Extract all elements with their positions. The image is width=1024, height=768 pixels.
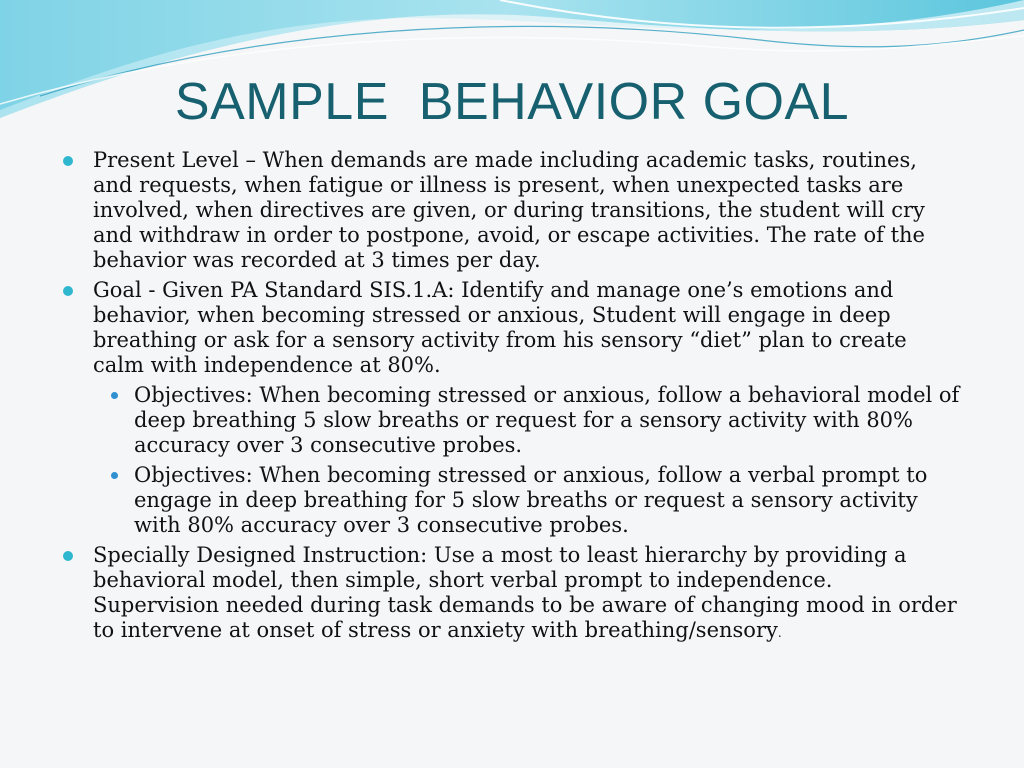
present-level-text: Present Level – When demands are made including academic tasks, routines, and requests, when fatigue or illness is present, when unexpected tasks are involved, when directives are given, or during transitions, the student will cry and withdraw in order to postpone, avoid, or escape activities. The rate of the behavior was recorded at 3 times per day. <box>93 148 925 272</box>
slide-body <box>60 148 960 651</box>
goal-text: Goal - Given PA Standard SIS.1.A: Identify and manage one’s emotions and behavior, when becoming stressed or anxious, Student will engage in deep breathing or ask for a sensory activity from his sensory “diet” plan to create calm with independence at 80%. <box>93 278 907 377</box>
bullet-present-level <box>60 148 960 273</box>
sub-bullet-dot-icon <box>111 472 118 479</box>
bullet-dot-icon <box>63 551 73 561</box>
sub-bullet-objective-1 <box>60 383 960 458</box>
sub-bullet-dot-icon <box>111 392 118 399</box>
bullet-dot-icon <box>63 156 73 166</box>
sub-bullet-objective-2 <box>60 463 960 538</box>
sdi-text: Specially Designed Instruction: Use a most to least hierarchy by providing a behavioral model, then simple, short verbal prompt to independence. Supervision needed during task demands to be aware of changing mood in order to intervene at onset of stress or anxiety with breathing/sensory <box>93 543 957 642</box>
bullet-sdi <box>60 543 960 646</box>
sdi-period: . <box>777 626 782 640</box>
bullet-dot-icon <box>63 286 73 296</box>
objective-1-text: Objectives: When becoming stressed or anxious, follow a behavioral model of deep breathing 5 slow breaths or request for a sensory activity with 80% accuracy over 3 consecutive probes. <box>134 383 960 457</box>
bullet-goal <box>60 278 960 378</box>
objective-2-text: Objectives: When becoming stressed or anxious, follow a verbal prompt to engage in deep breathing for 5 slow breaths or request a sensory activity with 80% accuracy over 3 consecutive probes. <box>134 463 928 537</box>
slide-title: SAMPLE BEHAVIOR GOAL <box>174 73 850 131</box>
